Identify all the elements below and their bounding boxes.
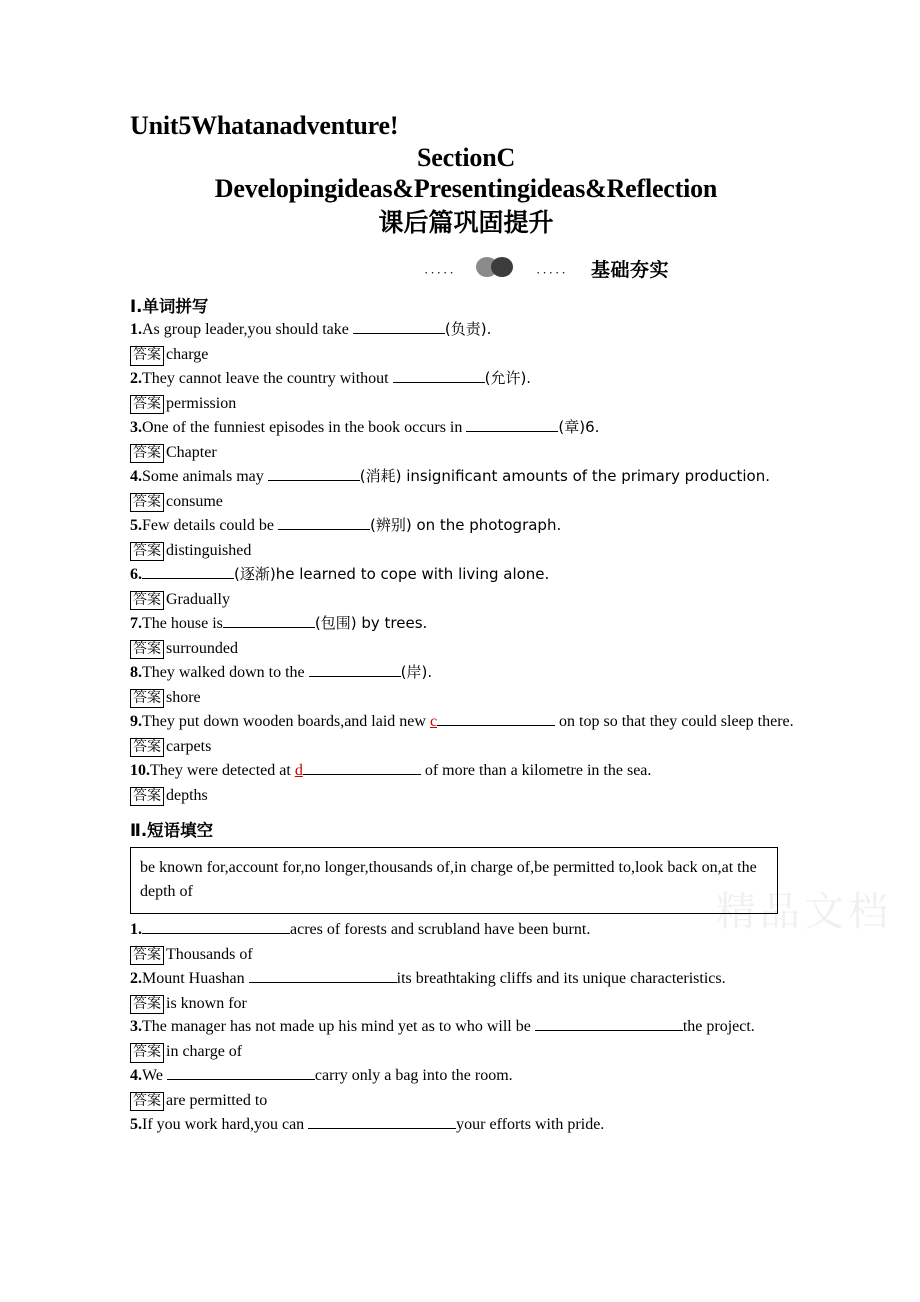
question-number: 4. <box>130 1067 142 1085</box>
question-text-pre: The manager has not made up his mind yet as to who will be <box>142 1018 535 1036</box>
answer-text: permission <box>166 395 237 413</box>
answer-text: surrounded <box>166 639 238 657</box>
answer-blank[interactable] <box>437 712 555 726</box>
question-text-pre: They were detected at <box>150 761 295 779</box>
question-number: 8. <box>130 663 142 681</box>
question-text-pre: Mount Huashan <box>142 969 249 987</box>
question-item <box>130 367 802 391</box>
answer-row <box>130 540 802 562</box>
answer-row <box>130 993 802 1015</box>
answer-blank[interactable] <box>268 467 360 481</box>
answer-text: depths <box>166 786 208 804</box>
question-item <box>130 918 802 942</box>
answer-blank[interactable] <box>393 369 485 383</box>
hint-letter: d <box>294 761 303 779</box>
question-text-post: the project. <box>682 1018 755 1036</box>
answer-row <box>130 785 802 807</box>
question-item <box>130 710 802 734</box>
answer-text: Gradually <box>166 591 230 609</box>
hint-letter: c <box>429 712 438 730</box>
question-number: 6. <box>130 566 142 584</box>
answer-tag: 答案 <box>130 1092 164 1111</box>
answer-text: distinguished <box>166 542 252 560</box>
answer-tag: 答案 <box>130 395 164 414</box>
question-text-post: acres of forests and scrubland have been burnt. <box>290 920 591 938</box>
question-item <box>130 661 802 685</box>
answer-text: shore <box>166 688 201 706</box>
answer-row <box>130 1090 802 1112</box>
answer-tag: 答案 <box>130 591 164 610</box>
answer-row <box>130 442 802 464</box>
document-content <box>130 110 802 1137</box>
answer-tag: 答案 <box>130 787 164 806</box>
section-band <box>130 253 802 283</box>
question-number: 3. <box>130 1018 142 1036</box>
page-title: Unit5Whatanadventure! <box>130 111 399 140</box>
question-text-pre: We <box>142 1067 167 1085</box>
question-number: 10. <box>130 761 150 779</box>
answer-tag: 答案 <box>130 640 164 659</box>
answer-tag: 答案 <box>130 946 164 965</box>
band-label: 基础夯实 <box>591 259 670 282</box>
answer-text: are permitted to <box>166 1092 268 1110</box>
answer-blank[interactable] <box>167 1066 315 1080</box>
question-item <box>130 612 802 636</box>
answer-blank[interactable] <box>309 663 401 677</box>
question-number: 1. <box>130 920 142 938</box>
question-text-post: its breathtaking cliffs and its unique characteristics. <box>396 969 726 987</box>
chinese-title-heavy: 巩固提升 <box>453 208 554 238</box>
answer-tag: 答案 <box>130 738 164 757</box>
answer-text: Chapter <box>166 444 217 462</box>
question-text-pre: The house is <box>142 614 223 632</box>
answer-blank[interactable] <box>466 418 558 432</box>
answer-tag: 答案 <box>130 346 164 365</box>
question-item <box>130 563 802 587</box>
question-text-post: (负责). <box>444 320 492 339</box>
question-item <box>130 1113 802 1137</box>
answer-blank[interactable] <box>223 614 315 628</box>
oval-dark <box>491 257 513 277</box>
band-dots-left: ····· <box>424 265 456 281</box>
question-text-post: (章)6. <box>558 418 600 437</box>
section-2-heading: Ⅱ.短语填空 <box>130 820 214 840</box>
question-text-post: (岸). <box>400 662 433 681</box>
question-text-pre: Few details could be <box>142 517 278 535</box>
answer-row <box>130 736 802 758</box>
question-text-post: carry only a bag into the room. <box>314 1067 513 1085</box>
answer-tag: 答案 <box>130 689 164 708</box>
band-ovals <box>476 257 513 277</box>
question-number: 4. <box>130 468 142 486</box>
answer-text: in charge of <box>166 1043 243 1061</box>
answer-blank[interactable] <box>249 969 397 983</box>
answer-tag: 答案 <box>130 542 164 561</box>
answer-blank[interactable] <box>308 1115 456 1129</box>
answer-blank[interactable] <box>535 1017 683 1031</box>
question-text-post: (包围) by trees. <box>314 613 428 632</box>
answer-row <box>130 944 802 966</box>
question-item <box>130 514 802 538</box>
question-text-post: on top so that they could sleep there. <box>555 712 794 730</box>
answer-blank[interactable] <box>278 516 370 530</box>
answer-text: consume <box>166 493 223 511</box>
question-item <box>130 759 802 783</box>
question-item <box>130 416 802 440</box>
question-text-post: of more than a kilometre in the sea. <box>420 761 652 779</box>
question-item <box>130 318 802 342</box>
answer-text: is known for <box>166 994 247 1012</box>
answer-text: carpets <box>166 737 212 755</box>
answer-blank[interactable] <box>142 565 234 579</box>
section-title: SectionC <box>416 142 516 172</box>
question-number: 5. <box>130 517 142 535</box>
question-text-pre: They put down wooden boards,and laid new <box>142 712 430 730</box>
question-item <box>130 967 802 991</box>
question-number: 2. <box>130 969 142 987</box>
answer-blank[interactable] <box>353 320 445 334</box>
question-number: 2. <box>130 370 142 388</box>
chinese-title <box>130 207 802 239</box>
question-number: 5. <box>130 1116 142 1134</box>
answer-row <box>130 491 802 513</box>
answer-row <box>130 1041 802 1063</box>
question-number: 9. <box>130 712 142 730</box>
question-text-post: (辨别) on the photograph. <box>369 516 562 535</box>
answer-row <box>130 589 802 611</box>
question-text-pre: As group leader,you should take <box>142 321 353 339</box>
answer-text: Thousands of <box>166 945 253 963</box>
answer-row <box>130 638 802 660</box>
question-text-pre: Some animals may <box>142 468 268 486</box>
answer-row <box>130 393 802 415</box>
question-number: 7. <box>130 614 142 632</box>
question-number: 3. <box>130 419 142 437</box>
chinese-title-light: 课后篇 <box>378 210 454 238</box>
answer-blank[interactable] <box>303 761 421 775</box>
word-bank-box: be known for,account for,no longer,thousands of,in charge of,be permitted to,look back on,at the depth of <box>130 847 778 914</box>
subsection-title: Developingideas&Presentingideas&Reflection <box>214 174 718 204</box>
answer-tag: 答案 <box>130 1043 164 1062</box>
answer-tag: 答案 <box>130 995 164 1014</box>
answer-row <box>130 344 802 366</box>
question-text-post: (消耗) insignificant amounts of the primary production. <box>359 467 770 486</box>
answer-row <box>130 687 802 709</box>
band-inner <box>236 253 696 283</box>
question-text-pre: They cannot leave the country without <box>142 370 393 388</box>
question-text-pre: They walked down to the <box>142 663 309 681</box>
question-item <box>130 465 802 489</box>
question-text-pre: If you work hard,you can <box>142 1116 309 1134</box>
question-item <box>130 1064 802 1088</box>
question-text-post: your efforts with pride. <box>456 1116 605 1134</box>
question-text-post: (逐渐)he learned to cope with living alone. <box>234 565 550 584</box>
band-dots-right: ····· <box>536 265 568 281</box>
question-text-post: (允许). <box>484 369 532 388</box>
question-item <box>130 1015 802 1039</box>
section-1-heading: Ⅰ.单词拼写 <box>130 297 209 317</box>
answer-tag: 答案 <box>130 444 164 463</box>
answer-tag: 答案 <box>130 493 164 512</box>
answer-blank[interactable] <box>142 920 290 934</box>
answer-text: charge <box>166 346 209 364</box>
question-number: 1. <box>130 321 142 339</box>
question-text-pre: One of the funniest episodes in the book occurs in <box>142 419 467 437</box>
watermark: 精品文档 <box>716 889 892 935</box>
